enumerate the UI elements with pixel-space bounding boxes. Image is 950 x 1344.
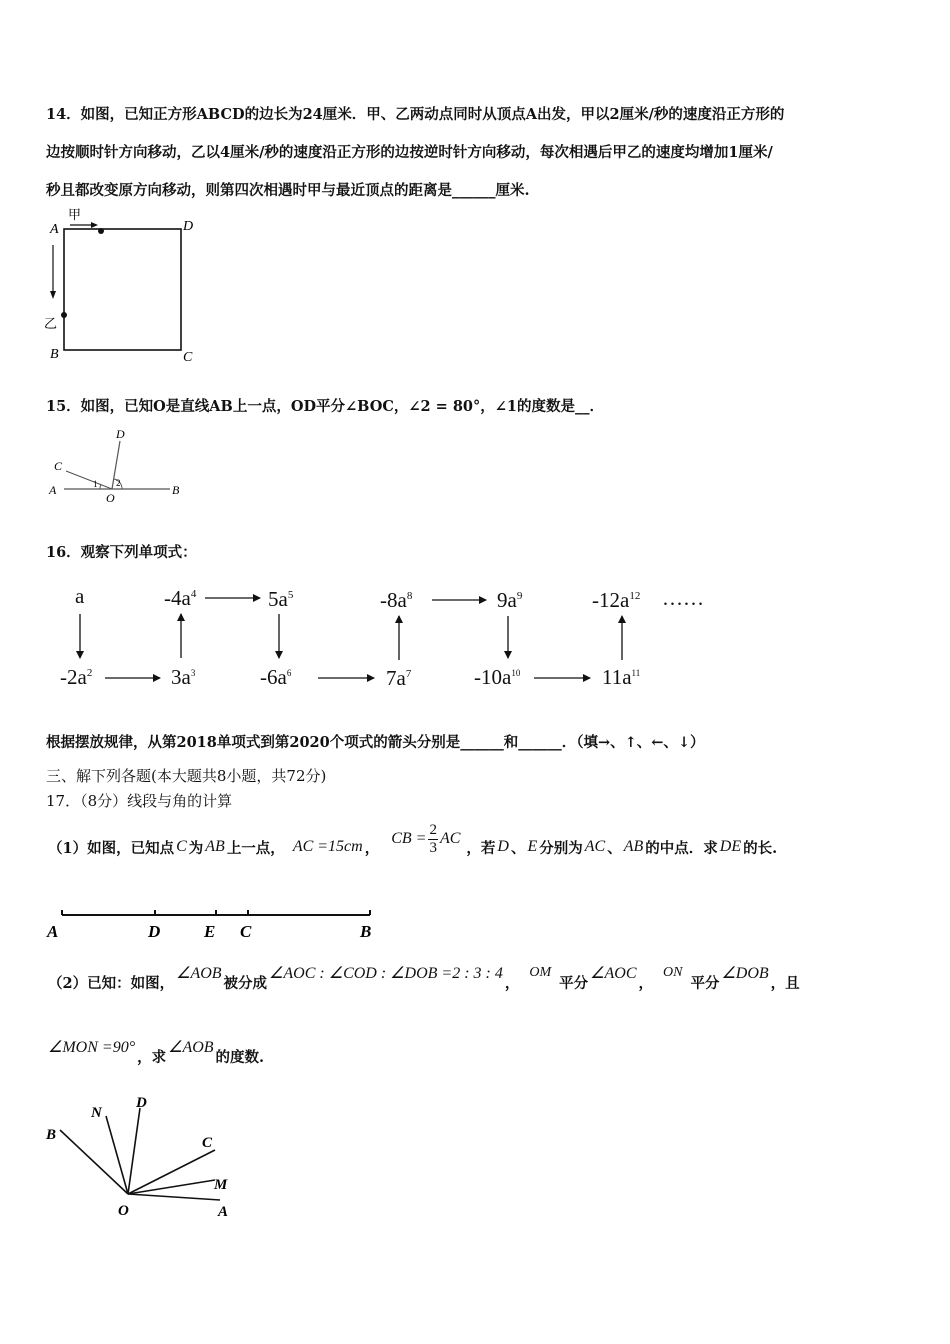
label-A: A [50,222,59,237]
term-3: $3a^3$ [171,665,196,689]
square-abcd [64,229,181,350]
label-A: A [47,922,59,941]
label-O: O [106,491,115,505]
q16-title: 16．观察下列单项式： [46,544,197,561]
yi-point [61,312,67,318]
term-9: $9a^9$ [497,588,523,612]
q17-part1: （1）如图，已知点 C 为 AB 上一点， AC =15cm ， CB = $\frac{2}{3}$ AC ，若 D 、 E 分别为 AC 、 AB 的中点．求 DE 的长. [48,821,778,857]
term-1: a [75,584,85,608]
term-12: $-12a^{12}$ [592,588,641,612]
label-angle1: 1 [93,479,98,489]
label-O: O [118,1203,129,1219]
jia-point [98,228,104,234]
label-B: B [50,347,59,362]
label-D: D [116,427,125,441]
label-B: B [172,483,180,497]
q16-question: 根据摆放规律，从第2018单项式到第2020个项式的箭头分别是______和______．（填→、↑、←、↓） [46,734,705,751]
q14-square-figure [40,205,210,370]
label-C: C [240,922,252,941]
q14-line1: 14．如图，已知正方形ABCD的边长为24厘米．甲、乙两动点同时从顶点A出发，甲以2厘米/秒的速度沿正方形的 [46,106,785,123]
q17-title: 17．（8分）线段与角的计算 [46,792,233,810]
label-N: N [91,1105,102,1121]
label-D: D [183,219,194,234]
label-yi: 乙 [44,316,58,331]
ray-od [128,1108,140,1194]
q17-segment-figure [40,900,390,945]
label-D: D [136,1095,147,1111]
label-C: C [202,1135,213,1151]
label-E: E [204,922,216,941]
term-5: $5a^5$ [268,587,294,611]
term-7: $7a^7$ [386,666,412,690]
ray-on [106,1116,128,1194]
q17-part2: （2）已知：如图， ∠AOB 被分成 ∠AOC : ∠COD : ∠DOB =2 : 3 : 4 ， OM 平分 ∠AOC ， ON 平分 ∠DOB ，且 [48,965,800,992]
q17-angle-figure [40,1090,250,1220]
q17-part2-line2: ∠MON =90° ，求 ∠AOB 的度数. [48,1039,265,1066]
ellipsis: …… [662,586,704,610]
label-M: M [214,1177,228,1193]
ray-oa [128,1194,220,1200]
term-2: $-2a^2$ [60,665,93,689]
label-B: B [46,1127,57,1143]
q15-text: 15．如图，已知O是直线AB上一点，OD平分∠BOC，∠2 = 80°，∠1的度数是__． [46,398,605,415]
term-6: $-6a^6$ [260,665,292,689]
section-3-heading: 三、解下列各题(本大题共8小题，共72分) [46,767,327,785]
jia-arrowhead [91,222,98,228]
ray-ob [60,1130,128,1194]
ray-oc [66,471,112,489]
term-4: $-4a^4$ [164,586,197,610]
q15-angle-figure [40,425,190,505]
term-11: $11a^{11}$ [602,665,641,689]
q14-line3: 秒且都改变原方向移动，则第四次相遇时甲与最近顶点的距离是______厘米. [46,182,530,199]
label-angle2: 2 [116,478,121,488]
fraction-two-thirds: $\frac{2}{3}$ [429,821,437,856]
label-C: C [183,350,193,365]
label-A: A [218,1204,229,1220]
q16-arrows [0,580,720,700]
term-10: $-10a^{10}$ [474,665,521,689]
label-C: C [54,459,63,473]
yi-arrowhead [50,291,56,299]
label-D: D [148,922,161,941]
label-B: B [360,922,372,941]
q14-line2: 边按顺时针方向移动，乙以4厘米/秒的速度沿正方形的边按逆时针方向移动，每次相遇后甲乙的速度均增加1厘米/ [46,144,773,161]
term-8: $-8a^8$ [380,588,413,612]
label-A: A [49,483,57,497]
label-jia: 甲 [68,207,82,222]
